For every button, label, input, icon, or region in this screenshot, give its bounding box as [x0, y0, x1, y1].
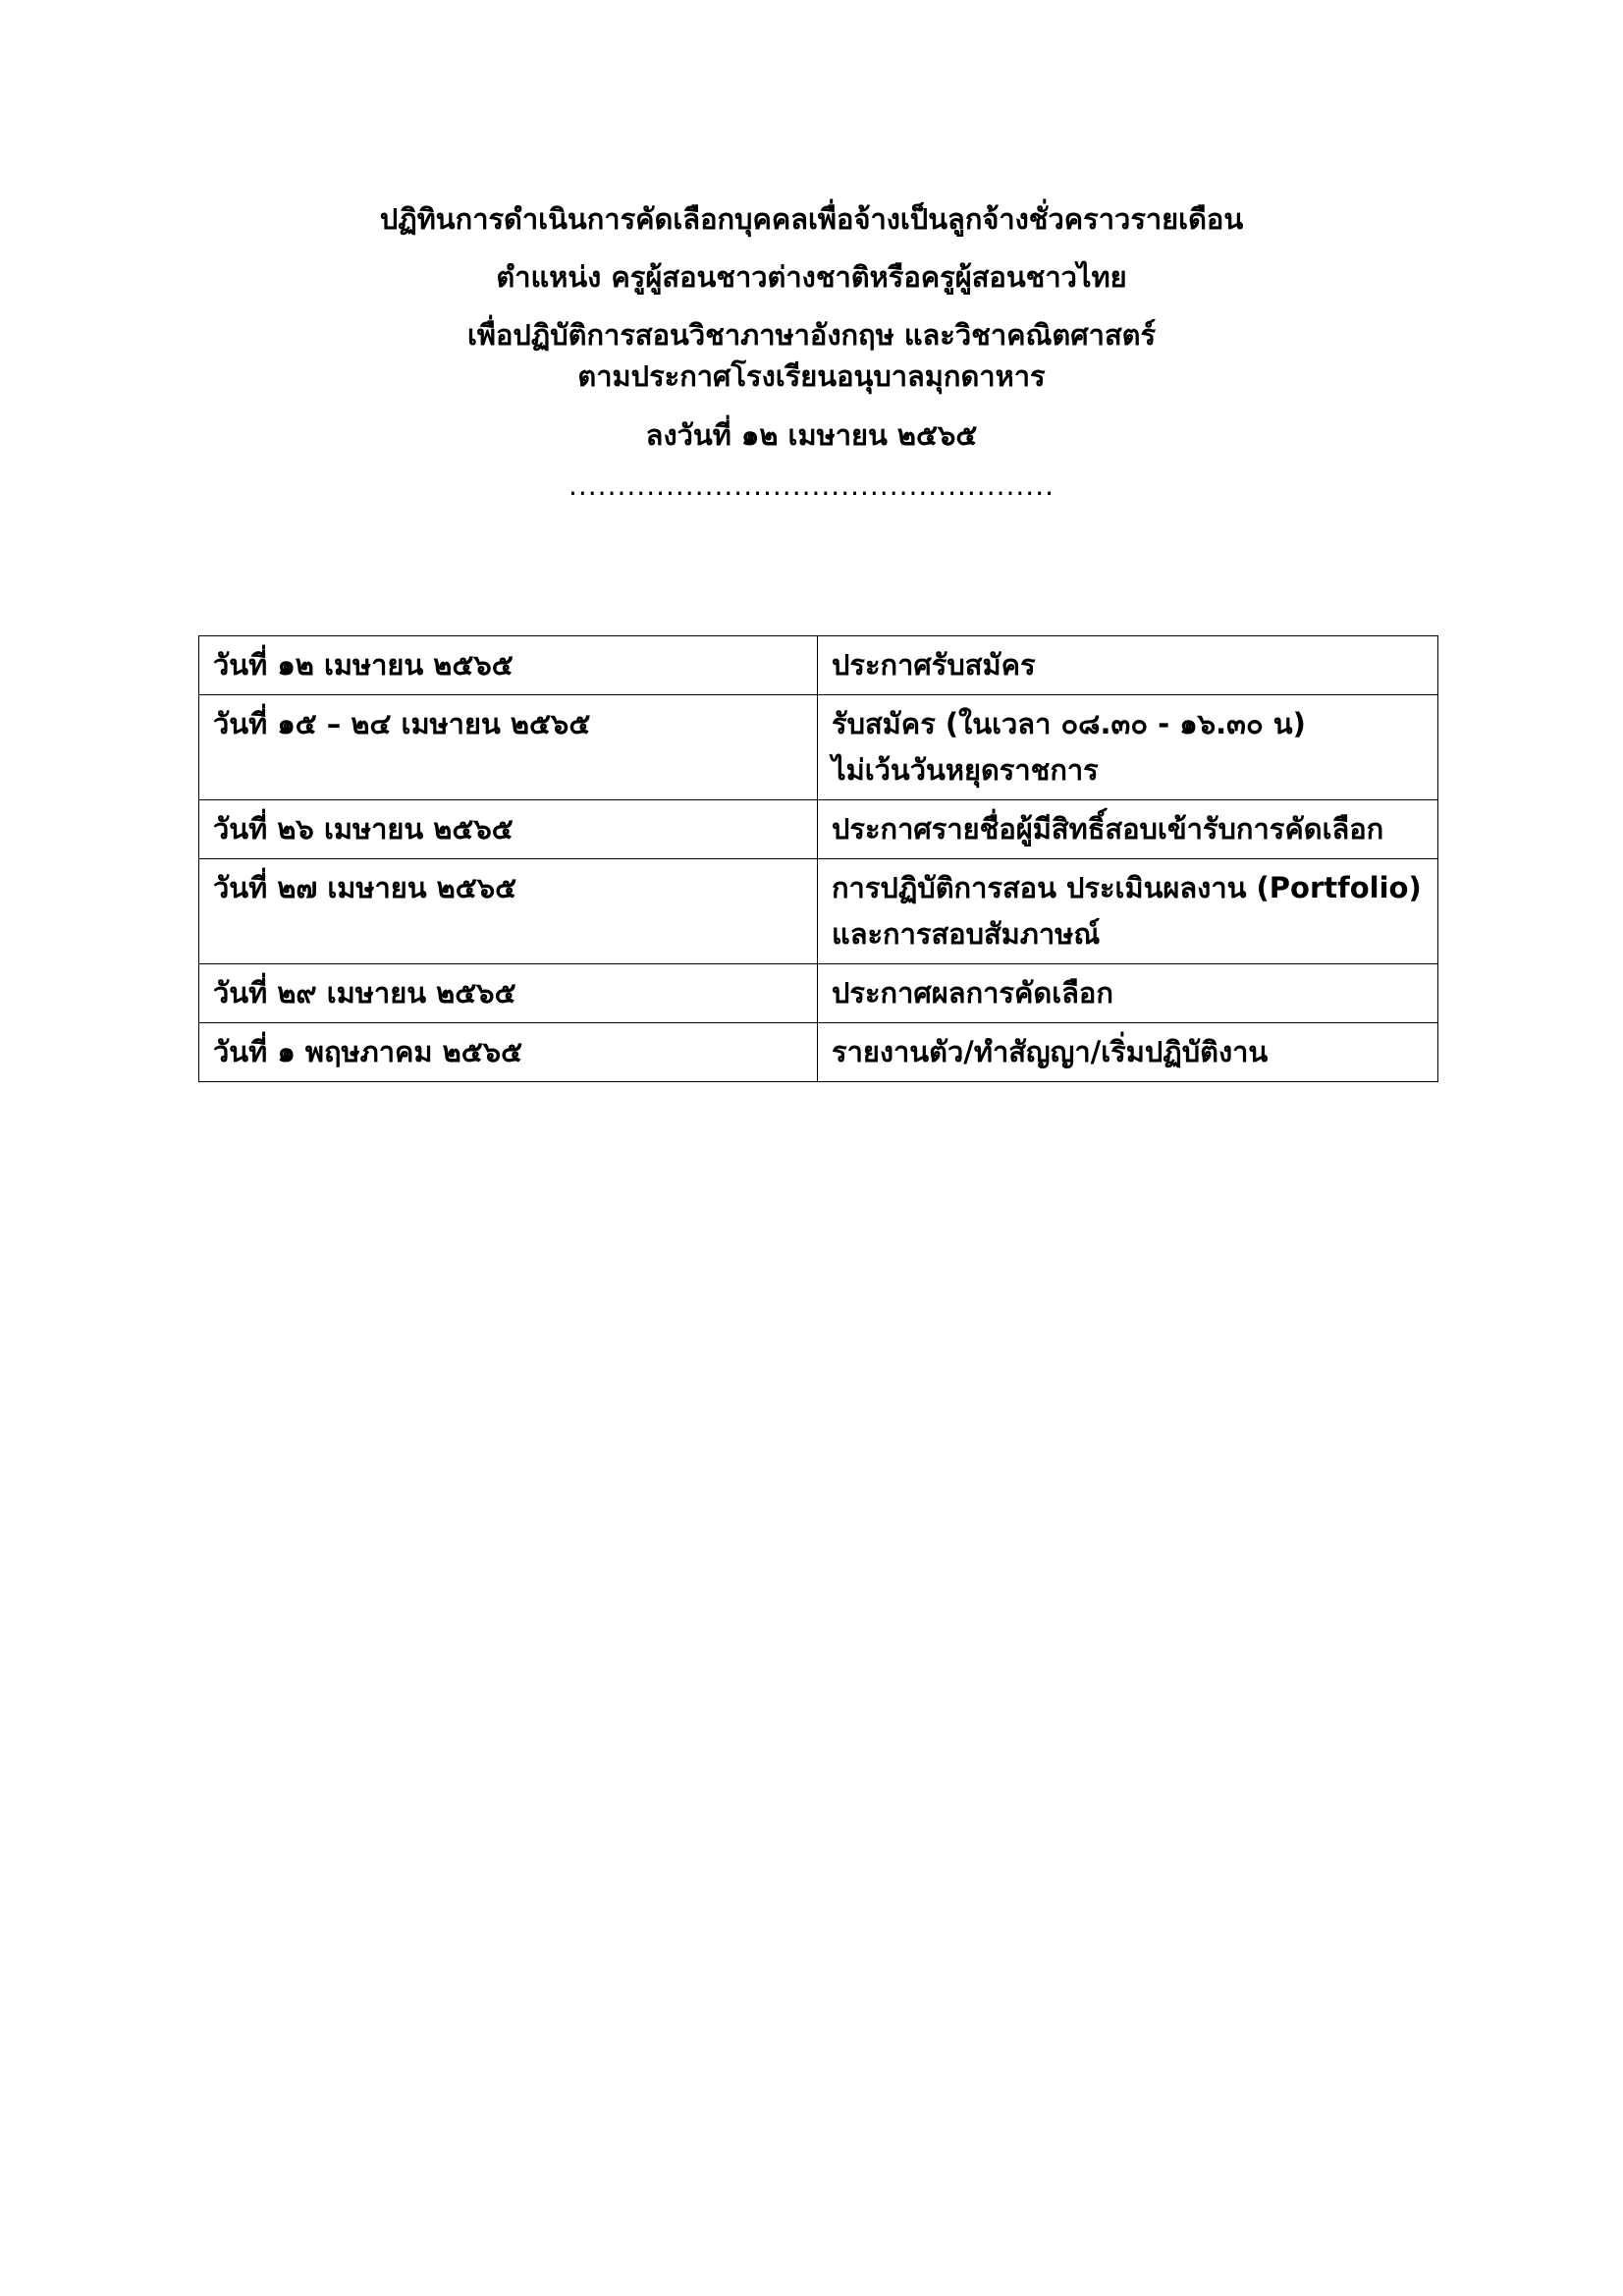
table-row: [199, 964, 1438, 1023]
description-line: ไม่เว้นวันหยุดราชการ: [832, 753, 1099, 787]
schedule-date-cell: วันที่ ๑๒ เมษายน ๒๕๖๕: [199, 636, 818, 695]
table-row: [199, 636, 1438, 695]
schedule-table: [198, 635, 1438, 1082]
header-title: ปฏิทินการดำเนินการคัดเลือกบุคคลเพื่อจ้างเป็นลูกจ้างชั่วคราวรายเดือน: [379, 202, 1244, 236]
description-line: รายงานตัว/ทำสัญญา/เริ่มปฏิบัติงาน: [832, 1035, 1269, 1068]
header-announcement: ตามประกาศโรงเรียนอนุบาลมุกดาหาร: [577, 359, 1046, 393]
schedule-date-cell: วันที่ ๒๙ เมษายน ๒๕๖๕: [199, 964, 818, 1023]
header-date: ลงวันที่ ๑๒ เมษายน ๒๕๖๕: [645, 418, 978, 452]
schedule-description-cell: [818, 1023, 1438, 1082]
schedule-date-cell: วันที่ ๑ พฤษภาคม ๒๕๖๕: [199, 1023, 818, 1082]
document-header: [0, 201, 1623, 500]
description-line: และการสอบสัมภาษณ์: [832, 917, 1101, 951]
description-line: การปฏิบัติการสอน ประเมินผลงาน (Portfolio): [832, 871, 1422, 904]
header-position: ตำแหน่ง ครูผู้สอนชาวต่างชาติหรือครูผู้สอนชาวไทย: [496, 260, 1127, 294]
schedule-description-cell: [818, 636, 1438, 695]
description-line: ประกาศรับสมัคร: [832, 648, 1036, 682]
schedule-date-cell: วันที่ ๒๗ เมษายน ๒๕๖๕: [199, 859, 818, 964]
header-subjects: เพื่อปฏิบัติการสอนวิชาภาษาอังกฤษ และวิชาคณิตศาสตร์: [466, 318, 1157, 352]
table-row: [199, 859, 1438, 964]
header-dotted-separator: ..................................................: [568, 469, 1055, 502]
schedule-date-cell: วันที่ ๑๕ – ๒๔ เมษายน ๒๕๖๕: [199, 695, 818, 800]
schedule-description-cell: [818, 859, 1438, 964]
description-line: ประกาศผลการคัดเลือก: [832, 976, 1113, 1010]
table-row: [199, 695, 1438, 800]
description-line: ประกาศรายชื่อผู้มีสิทธิ์สอบเข้ารับการคัดเลือก: [832, 812, 1384, 846]
table-row: [199, 800, 1438, 859]
table-row: [199, 1023, 1438, 1082]
schedule-description-cell: [818, 695, 1438, 800]
description-line: รับสมัคร (ในเวลา ๐๘.๓๐ - ๑๖.๓๐ น): [832, 707, 1306, 740]
schedule-description-cell: [818, 964, 1438, 1023]
schedule-description-cell: [818, 800, 1438, 859]
schedule-date-cell: วันที่ ๒๖ เมษายน ๒๕๖๕: [199, 800, 818, 859]
